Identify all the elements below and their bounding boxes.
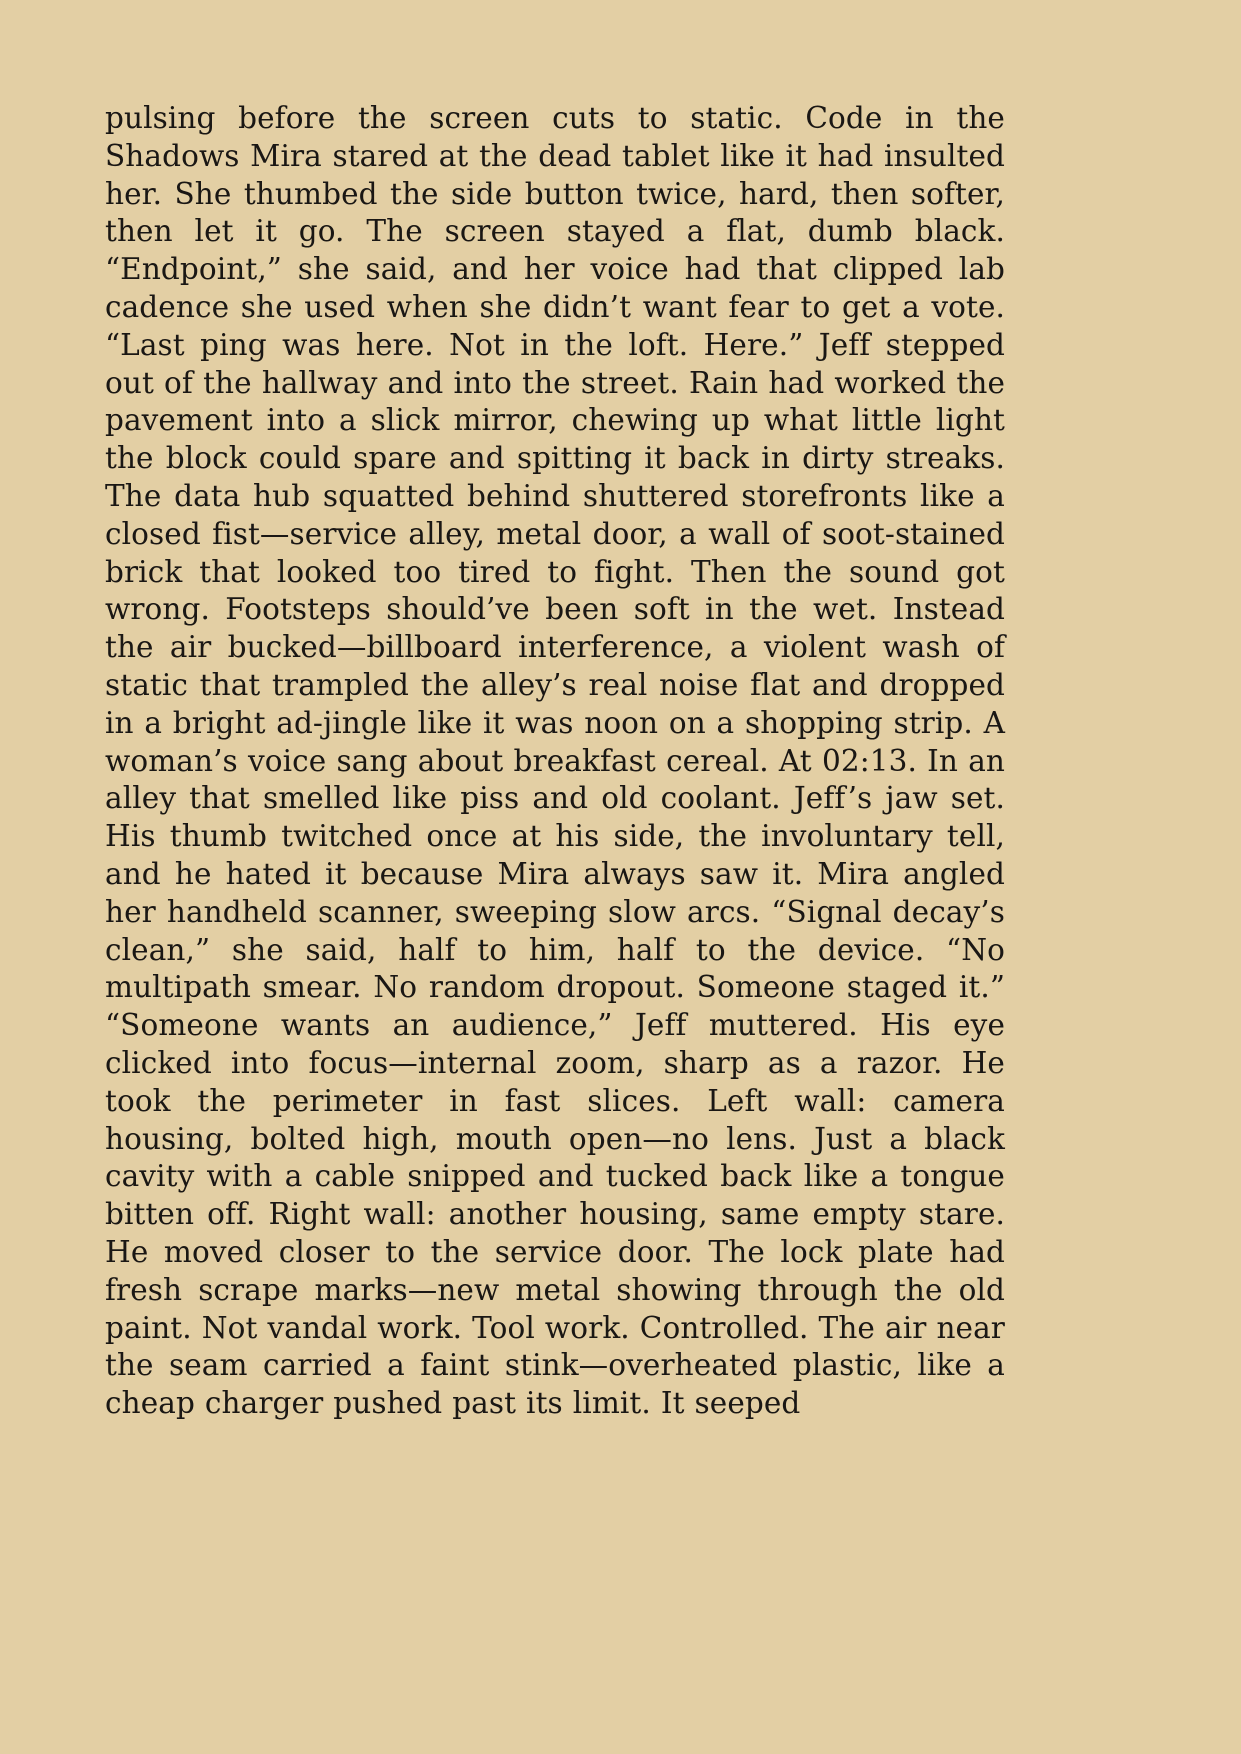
page-text-block <box>105 100 1005 1423</box>
body-paragraph: pulsing before the screen cuts to static. Code in the Shadows Mira stared at the dead tablet like it had insulted her. She thumbed the side button twice, hard, then softer, then let it go. The screen stayed a flat, dumb black. “Endpoint,” she said, and her voice had that clipped lab cadence she used when she didn’t want fear to get a vote. “Last ping was here. Not in the loft. Here.” Jeff stepped out of the hallway and into the street. Rain had worked the pavement into a slick mirror, chewing up what little light the block could spare and spitting it back in dirty streaks. The data hub squatted behind shuttered storefronts like a closed fist—service alley, metal door, a wall of soot-stained brick that looked too tired to fight. Then the sound got wrong. Footsteps should’ve been soft in the wet. Instead the air bucked—billboard interference, a violent wash of static that trampled the alley’s real noise flat and dropped in a bright ad-jingle like it was noon on a shopping strip. A woman’s voice sang about breakfast cereal. At 02:13. In an alley that smelled like piss and old coolant. Jeff’s jaw set. His thumb twitched once at his side, the involuntary tell, and he hated it because Mira always saw it. Mira angled her handheld scanner, sweeping slow arcs. “Signal decay’s clean,” she said, half to him, half to the device. “No multipath smear. No random dropout. Someone staged it.” “Someone wants an audience,” Jeff muttered. His eye clicked into focus—internal zoom, sharp as a razor. He took the perimeter in fast slices. Left wall: camera housing, bolted high, mouth open—no lens. Just a black cavity with a cable snipped and tucked back like a tongue bitten off. Right wall: another housing, same empty stare. He moved closer to the service door. The lock plate had fresh scrape marks—new metal showing through the old paint. Not vandal work. Tool work. Controlled. The air near the seam carried a faint stink—overheated plastic, like a cheap charger pushed past its limit. It seeped <box>105 101 1005 1421</box>
